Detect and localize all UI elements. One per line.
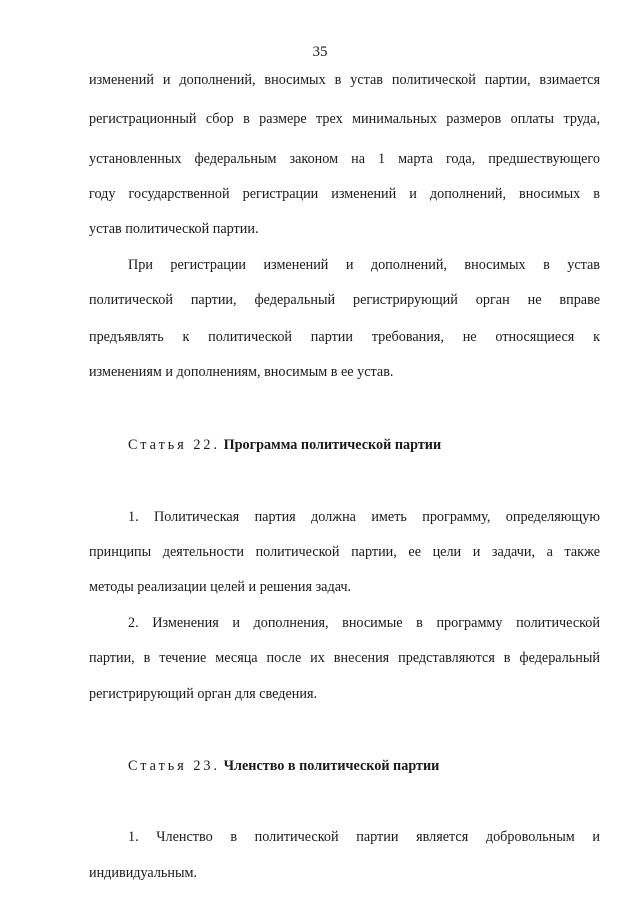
text-line: установленных федеральным законом на 1 марта года, предшествующего (89, 151, 600, 167)
text-line: году государственной регистрации изменений и дополнений, вносимых в (89, 186, 600, 202)
text-line: изменениям и дополнениям, вносимым в ее устав. (89, 364, 394, 380)
text-line: принципы деятельности политической партии, ее цели и задачи, а также (89, 544, 600, 560)
text-line: партии, в течение месяца после их внесения представляются в федеральный (89, 650, 600, 666)
text-line: регистрирующий орган для сведения. (89, 686, 318, 702)
text-line: устав политической партии. (89, 221, 259, 237)
text-line: 1. Членство в политической партии является добровольным и (128, 829, 600, 845)
article-number: Статья 23. (128, 758, 221, 774)
text-line: изменений и дополнений, вносимых в устав политической партии, взимается (89, 72, 600, 88)
page-number: 35 (312, 44, 328, 60)
text-line: 2. Изменения и дополнения, вносимые в программу политической (128, 615, 600, 631)
text-line: регистрационный сбор в размере трех минимальных размеров оплаты труда, (89, 111, 600, 127)
article-title: Программа политической партии (223, 437, 442, 453)
text-line: 1. Политическая партия должна иметь программу, определяющую (128, 509, 600, 525)
text-line: политической партии, федеральный регистрирующий орган не вправе (89, 292, 600, 308)
article-heading (128, 756, 439, 776)
article-heading (128, 435, 441, 455)
text-line: методы реализации целей и решения задач. (89, 579, 352, 595)
article-title: Членство в политической партии (223, 758, 440, 774)
text-line: предъявлять к политической партии требования, не относящиеся к (89, 329, 600, 345)
text-line: При регистрации изменений и дополнений, вносимых в устав (128, 257, 600, 273)
article-number: Статья 22. (128, 437, 221, 453)
text-line: индивидуальным. (89, 865, 198, 881)
